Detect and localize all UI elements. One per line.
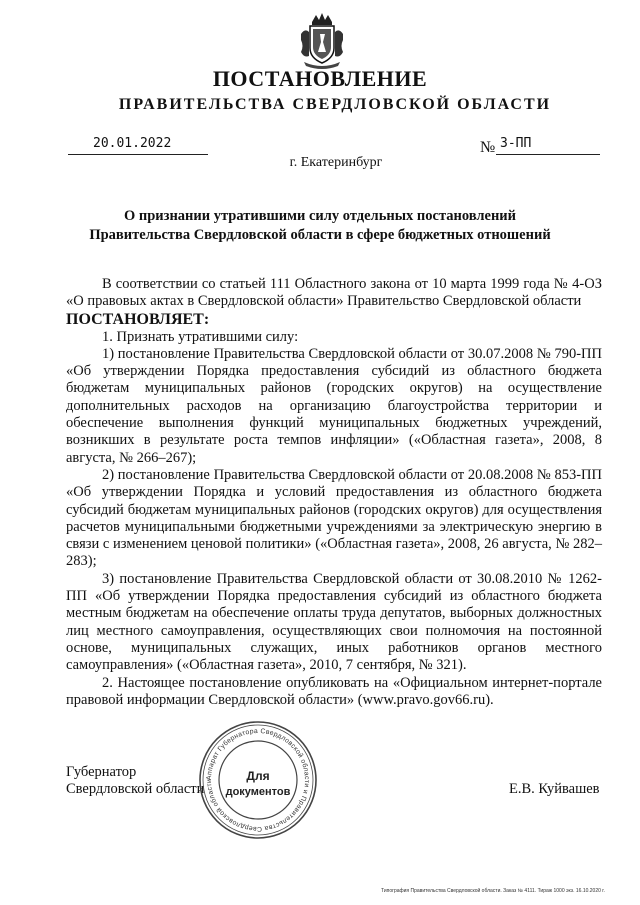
number-sign: №	[480, 139, 496, 156]
subitem-3-paragraph: 3) постановление Правительства Свердловской области от 30.08.2010 № 1262-ПП «Об утверждении Порядка предоставления субсидий из областного бюджета местным бюджетам на обеспечение оплаты труда депутатов, выборных должностных лиц местного самоуправления, осуществляющих свои полномочия на постоянной основе, муниципальных служащих, иных работников органов местного самоуправления» («Областная газета», 2010, 7 сентября, № 321).	[66, 570, 602, 674]
stamp-ring-text: Аппарат Губернатора Свердловской области и Правительства Свердловской области	[205, 727, 311, 833]
preamble-paragraph: В соответствии со статьей 111 Областного закона от 10 марта 1999 года № 4-ОЗ «О правовых актах в Свердловской области» Правительство Свердловской области	[66, 276, 602, 310]
signatory-position	[66, 764, 204, 798]
decree-word: ПОСТАНОВЛЯЕТ:	[66, 310, 210, 328]
document-type-title: ПОСТАНОВЛЕНИЕ	[212, 66, 428, 91]
heading-line-1: О признании утратившими силу отдельных постановлений	[123, 208, 517, 224]
item-2-paragraph: 2. Настоящее постановление опубликовать на «Официальном интернет-портале правовой информации Свердловской области» (www.pravo.gov66.ru).	[66, 674, 602, 708]
document-heading	[60, 207, 580, 245]
official-stamp	[196, 716, 320, 844]
city: г. Екатеринбург	[289, 155, 383, 170]
coat-of-arms-icon	[298, 12, 346, 70]
stamp-center-line-1: Для	[246, 769, 270, 783]
document-number: 3-ПП	[500, 136, 532, 151]
position-line-2: Свердловской области	[66, 781, 205, 797]
document-body	[66, 276, 602, 709]
print-info-footer: Типография Правительства Свердловской области. Заказ № 4111. Тираж 1000 экз. 16.10.2020 г.	[381, 888, 605, 894]
heading-line-2: Правительства Свердловской области в сфере бюджетных отношений	[89, 227, 551, 243]
document-date: 20.01.2022	[93, 136, 172, 151]
subitem-2-paragraph: 2) постановление Правительства Свердловской области от 20.08.2008 № 853-ПП «Об утверждении Порядка и условий предоставления из областного бюджета субсидий бюджетам муниципальных районов (городских округов) для осуществления расчетов муниципальными бюджетными учреждениями за электрическую энергию в связи с изменением ценовой политики» («Областная газета», 2008, 26 августа, № 282–283);	[66, 466, 602, 570]
issuing-authority: ПРАВИТЕЛЬСТВА СВЕРДЛОВСКОЙ ОБЛАСТИ	[118, 96, 552, 113]
item-1-paragraph: 1. Признать утратившими силу:	[102, 328, 299, 345]
subitem-1-paragraph: 1) постановление Правительства Свердловской области от 30.07.2008 № 790-ПП «Об утверждении Порядка предоставления субсидий из областного бюджета бюджетам муниципальных районов (городских округов) на осуществление дополнительных расходов на организацию благоустройства территории и обеспечение выполнения функций муниципальных бюджетных учреждений, возникших в результате роста темпов инфляции» («Областная газета», 2008, 8 августа, № 266–267);	[66, 345, 602, 466]
position-line-1: Губернатор	[66, 764, 137, 780]
stamp-center-line-2: документов	[225, 786, 291, 798]
signatory-name: Е.В. Куйвашев	[509, 781, 600, 797]
